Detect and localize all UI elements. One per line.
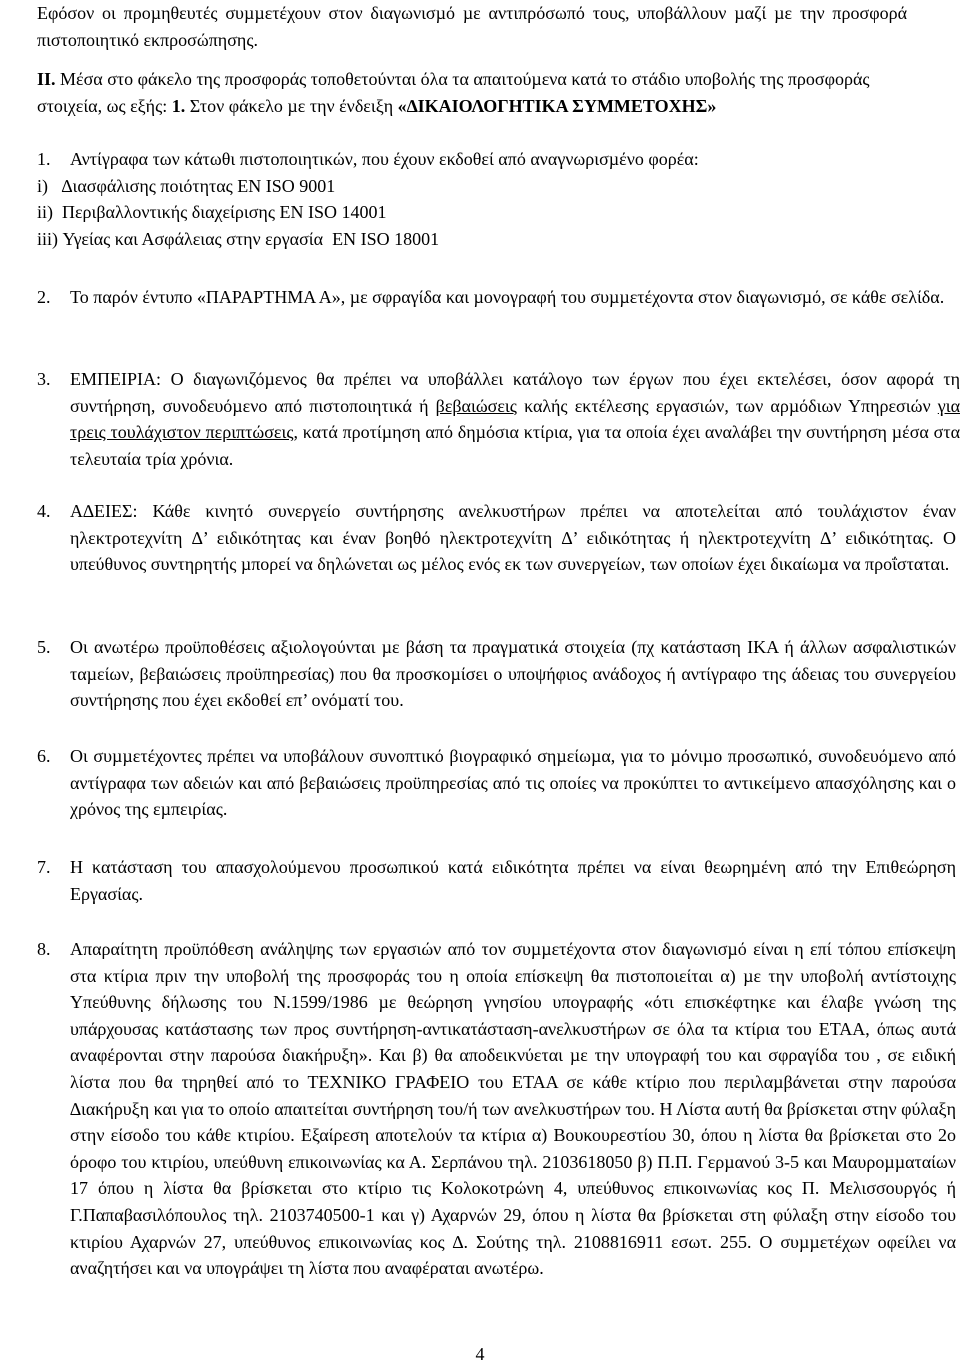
- item-5-number: 5.: [37, 637, 51, 657]
- item-8-number: 8.: [37, 939, 51, 959]
- item-4-text: Α∆ΕΙΕΣ: Κάθε κινητό συνεργείο συντήρησης ανελκυστήρων πρέπει να αποτελείται από τουλάχιστον έναν ηλεκτροτεχνίτη ∆’ ειδικότητας και έναν βοηθό ηλεκτροτεχνίτη ∆’ ειδικότητας ή ηλεκτροτεχνίτη ∆’ ειδικότητας. Ο υπεύθυνος συντηρητής µπορεί να δηλώνεται ως µέλος ενός εκ των συνεργείων, των οποίων έχει δικαίωµα να προΐσταται.: [70, 501, 956, 575]
- cert-14001: ii) Περιβαλλοντικής διαχείρισης EN ISO 14001: [37, 202, 387, 223]
- item-8: [37, 936, 956, 1282]
- section-2-sub-text: Στον φάκελο µε την ένδειξη: [185, 95, 398, 116]
- page-number: 4: [475, 1344, 485, 1364]
- item-7-text: Η κατάσταση του απασχολούµενου προσωπικού κατά ειδικότητα πρέπει να είναι θεωρηµένη από την Επιθεώρηση Εργασίας.: [70, 857, 956, 904]
- item-5: [37, 634, 956, 714]
- section-2-paragraph: [37, 66, 917, 119]
- item-3-underlined-cases: για τρεις τουλάχιστον περιπτώσεις: [70, 395, 960, 443]
- cert-18001: iii) Υγείας και Ασφάλειας στην εργασία EN ISO 18001: [37, 228, 440, 249]
- item-3-text-c: , κατά προτίµηση από δηµόσια κτίρια, για τα οποία έχει αναλάβει την συντήρηση µέσα στα τελευταία τρία χρόνια.: [70, 422, 960, 469]
- item-6: [37, 743, 956, 823]
- item-7: [37, 854, 956, 907]
- item-6-number: 6.: [37, 746, 51, 766]
- item-3: [37, 366, 960, 472]
- section-2-sub-label: 1.: [171, 95, 186, 116]
- item-4: [37, 498, 956, 578]
- section-2-label: ΙΙ.: [37, 69, 56, 89]
- item-1-text: Αντίγραφα των κάτωθι πιστοποιητικών, που έχουν εκδοθεί από αναγνωρισµένο φορέα:: [70, 149, 699, 169]
- intro-paragraph: Εφόσον οι προµηθευτές συµµετέχουν στον διαγωνισµό µε αντιπρόσωπό τους, υποβάλλουν µαζί µε την προσφορά πιστοποιητικό εκπροσώπησης.: [37, 3, 907, 50]
- item-5-text: Οι ανωτέρω προϋποθέσεις αξιολογούνται µε βάση τα πραγµατικά στοιχεία (πχ κατάσταση ΙΚΑ ή άλλων ασφαλιστικών ταµείων, βεβαιώσεις προϋπηρεσίας) που θα προσκοµίσει ο υποψήφιος ανάδοχος ή αντίγραφο της άδειας του συνεργείου συντήρησης που έχει εκδοθεί επ’ ονόµατί του.: [70, 637, 956, 711]
- item-4-number: 4.: [37, 501, 51, 521]
- section-2-text: Μέσα στο φάκελο της προσφοράς τοποθετούνται όλα τα απαιτούµενα κατά το στάδιο υποβολής της προσφοράς στοιχεία, ως εξής:: [37, 69, 870, 116]
- item-3-underlined-certificates: βεβαιώσεις: [435, 395, 517, 416]
- item-1-number: 1.: [37, 149, 51, 169]
- item-3-text-b: καλής εκτέλεσης εργασιών, των αρµόδιων Υπηρεσιών: [516, 395, 938, 416]
- item-8-text: Απαραίτητη προϋπόθεση ανάληψης των εργασιών από τον συµµετέχοντα στον διαγωνισµό είναι η επί τόπου επίσκεψη στα κτίρια πριν την υποβολή της προσφοράς του η οποία επίσκεψη θα πιστοποιείται α) µε την υποβολή αντίστοιχης Υπεύθυνης δήλωσης του Ν.1599/1986 µε θεώρηση γνησίου υπογραφής «ότι επισκέφτηκε και έλαβε γνώση της υπάρχουσας κατάστασης των προς συντήρηση-αντικατάσταση-ανελκυστήρων σε όλα τα κτίρια του ΕΤΑΑ, όπως αυτά αναφέρονται στην παρούσα διακήρυξη». Και β) θα αποδεικνύεται µε την υπογραφή του και σφραγίδα του , σε ειδική λίστα που θα τηρηθεί από το ΤΕΧΝΙΚΟ ΓΡΑΦΕΙΟ του ΕΤΑΑ σε κάθε κτίριο που περιλαµβάνεται στην παρούσα ∆ιακήρυξη και για το οποίο απαιτείται συντήρηση του/ή των ανελκυστήρων του. Η Λίστα αυτή θα βρίσκεται στην φύλαξη στην είσοδο του κάθε κτιρίου. Εξαίρεση αποτελούν τα κτίρια α) Βουκουρεστίου 30, όπου η λίστα θα βρίσκεται στο 2ο όροφο του κτιρίου, υπεύθυνη επικοινωνίας κα Α. Σερπάνου τηλ. 2103618050 β) Π.Π. Γερµανού 3-5 και Μαυροµµαταίων 17 όπου η λίστα θα βρίσκεται στο κτίριο τις Κολοκοτρώνη 4, υπεύθυνος επικοινωνίας κος Π. Μελισσουργός ή Γ.Παπαβασιλόπουλος τηλ. 2103740500-1 και γ) Αχαρνών 29, όπου η λίστα θα βρίσκεται στη φύλαξη στην είσοδο του κτιρίου Αχαρνών 27, υπεύθυνος επικοινωνίας κος ∆. Σούτης τηλ. 2108816911 εσωτ. 255. Ο συµµετέχων οφείλει να αναζητήσει και να υπογράψει τη λίστα που αναφέραται ανωτέρω.: [70, 939, 956, 1279]
- item-7-number: 7.: [37, 857, 51, 877]
- envelope-title: «∆ΙΚΑΙΟΛΟΓΗΤΙΚΑ ΣΥΜΜΕΤΟΧΗΣ»: [397, 95, 717, 116]
- item-1: [37, 146, 960, 252]
- cert-9001: i) ∆ιασφάλισης ποιότητας EN ISO 9001: [37, 175, 336, 196]
- item-2-text: Το παρόν έντυπο «ΠΑΡΑΡΤΗΜΑ Α», µε σφραγίδα και µονογραφή του συµµετέχοντα στον διαγωνισµό, σε κάθε σελίδα.: [70, 287, 945, 307]
- item-3-text-a: ΕΜΠΕΙΡΙΑ: Ο διαγωνιζόµενος θα πρέπει να υποβάλλει κατάλογο των έργων που έχει εκτελέσει, όσον αφορά τη συντήρηση, συνοδευόµενο από πιστοποιητικά ή: [70, 369, 960, 416]
- item-6-text: Οι συµµετέχοντες πρέπει να υποβάλουν συνοπτικό βιογραφικό σηµείωµα, για το µόνιµο προσωπικό, συνοδευόµενο από αντίγραφα των αδειών και από βεβαιώσεις προϋπηρεσίας από τις οποίες να προκύπτει το αντικείµενο απασχόλησης και ο χρόνος της εµπειρίας.: [70, 746, 956, 820]
- item-2-number: 2.: [37, 287, 51, 307]
- item-2: [37, 284, 960, 311]
- item-3-number: 3.: [37, 369, 51, 389]
